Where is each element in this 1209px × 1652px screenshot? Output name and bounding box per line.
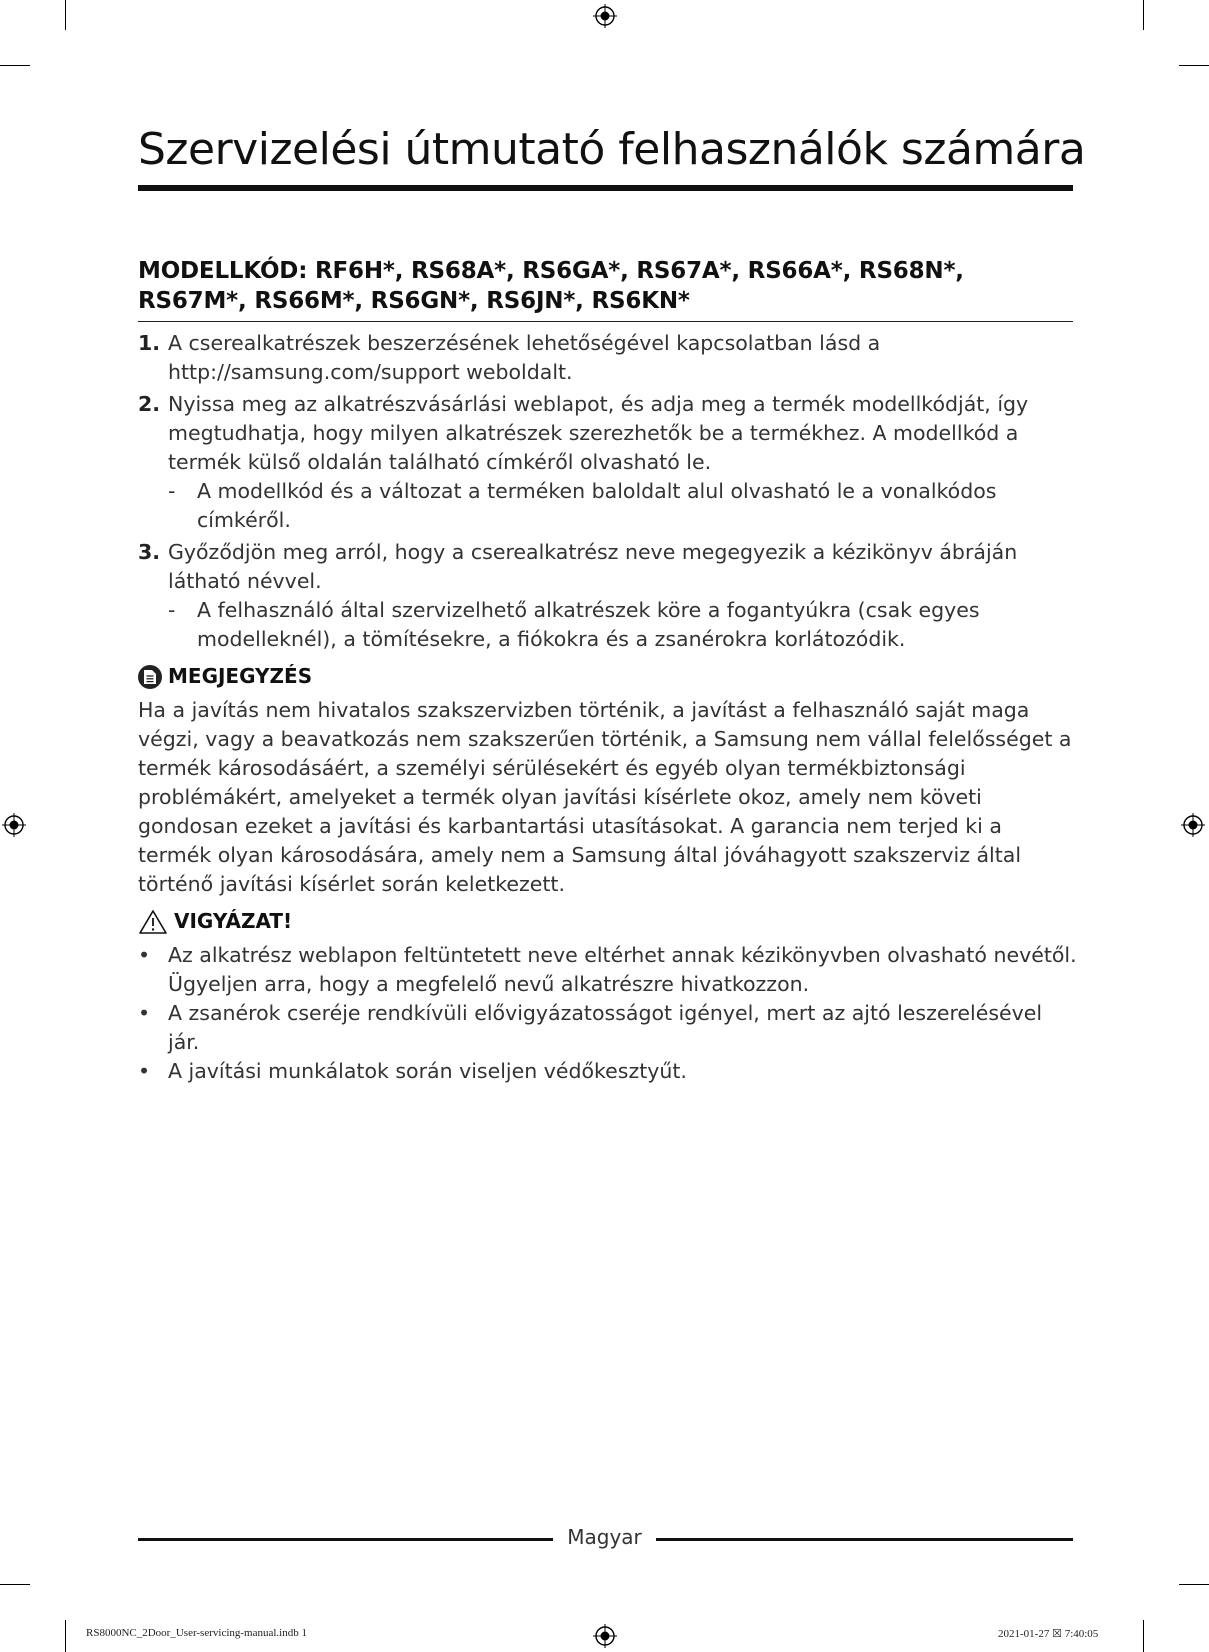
footer-rule-right [656,1538,1073,1541]
registration-mark-icon [2,813,26,837]
warning-icon [138,909,168,935]
caution-bullet [138,1057,1078,1086]
crop-mark [0,65,30,66]
registration-mark-icon [593,1624,617,1648]
step-subitem-text: A modellkód és a változat a terméken baloldalt alul olvasható le a vonalkódos címkéről. [197,479,997,532]
step-text: Győződjön meg arról, hogy a cserealkatrész neve megegyezik a kézikönyv ábráján látható névvel. [168,540,1018,593]
note-icon [138,665,162,689]
step-3 [138,538,1078,654]
bullet-marker: • [138,943,151,967]
step-subitem [168,596,1078,654]
main-content [138,329,1078,1086]
crop-mark [0,1584,30,1585]
caution-bullet [138,999,1078,1057]
model-rule [138,321,1073,322]
caution-bullet [138,941,1078,999]
crop-mark [65,0,66,30]
caution-bullet-text: A javítási munkálatok során viseljen védőkesztyűt. [168,1059,687,1083]
step-text: Nyissa meg az alkatrészvásárlási weblapot, és adja meg a termék modellkódját, így megtudhatja, hogy milyen alkatrészek szerezhetők be a termékhez. A modellkód a termék külső oldalán található címkéről olvasható le. [168,392,1029,474]
dash-marker: - [168,479,176,503]
crop-mark [1179,65,1209,66]
step-subitem [168,477,1078,535]
title-rule [138,185,1073,191]
crop-mark [1179,1584,1209,1585]
model-code-heading: MODELLKÓD: RF6H*, RS68A*, RS6GA*, RS67A*, RS66A*, RS68N*, RS67M*, RS66M*, RS6GN*, RS6JN*, RS6KN* [138,258,964,314]
registration-mark-icon [1181,813,1205,837]
step-1 [138,329,1078,387]
step-subitem-text: A felhasználó által szervizelhető alkatrészek köre a fogantyúkra (csak egyes modelleknél), a tömítésekre, a fiókokra és a zsanérokra korlátozódik. [197,598,980,651]
dash-marker: - [168,598,176,622]
crop-mark [1143,0,1144,30]
note-heading [138,662,1078,691]
caution-heading [138,907,1078,936]
footer-rule-left [138,1538,553,1541]
bullet-marker: • [138,1059,151,1083]
step-2 [138,390,1078,535]
step-number: 3. [138,540,161,564]
note-heading-label: MEGJEGYZÉS [168,664,313,688]
crop-mark [65,1620,66,1652]
registration-mark-icon [593,4,617,28]
footer-timestamp: 2021-01-27 ☒ 7:40:05 [998,1628,1099,1640]
footer-language: Magyar [567,1525,642,1549]
step-text: A cserealkatrészek beszerzésének lehetőségével kapcsolatban lásd a http://samsung.com/support weboldalt. [168,331,881,384]
crop-mark [1143,1620,1144,1652]
step-number: 2. [138,392,161,416]
footer-file-name: RS8000NC_2Door_User-servicing-manual.indb 1 [86,1627,307,1639]
bullet-marker: • [138,1001,151,1025]
caution-bullet-text: Az alkatrész weblapon feltüntetett neve eltérhet annak kézikönyvben olvasható nevétől. Ügyeljen arra, hogy a megfelelő nevű alkatrészre hivatkozzon. [168,943,1077,996]
caution-heading-label: VIGYÁZAT! [174,909,293,933]
page-title: Szervizelési útmutató felhasználók számára [138,124,1086,175]
step-number: 1. [138,331,161,355]
note-text: Ha a javítás nem hivatalos szakszervizben történik, a javítást a felhasználó saját maga végzi, vagy a beavatkozás nem szakszerűen történik, a Samsung nem vállal felelősséget a termék károsodásáért, a személyi sérülésekért és egyéb olyan termékbiztonsági problémákért, amelyeket a termék olyan javítási kísérlete okoz, amely nem követi gondosan ezeket a javítási és karbantartási utasításokat. A garancia nem terjed ki a termék olyan károsodására, amely nem a Samsung által jóváhagyott szakszerviz által történő javítási kísérlet során keletkezett. [138,698,1072,896]
caution-bullet-text: A zsanérok cseréje rendkívüli elővigyázatosságot igényel, mert az ajtó leszerelésével jár. [168,1001,1043,1054]
